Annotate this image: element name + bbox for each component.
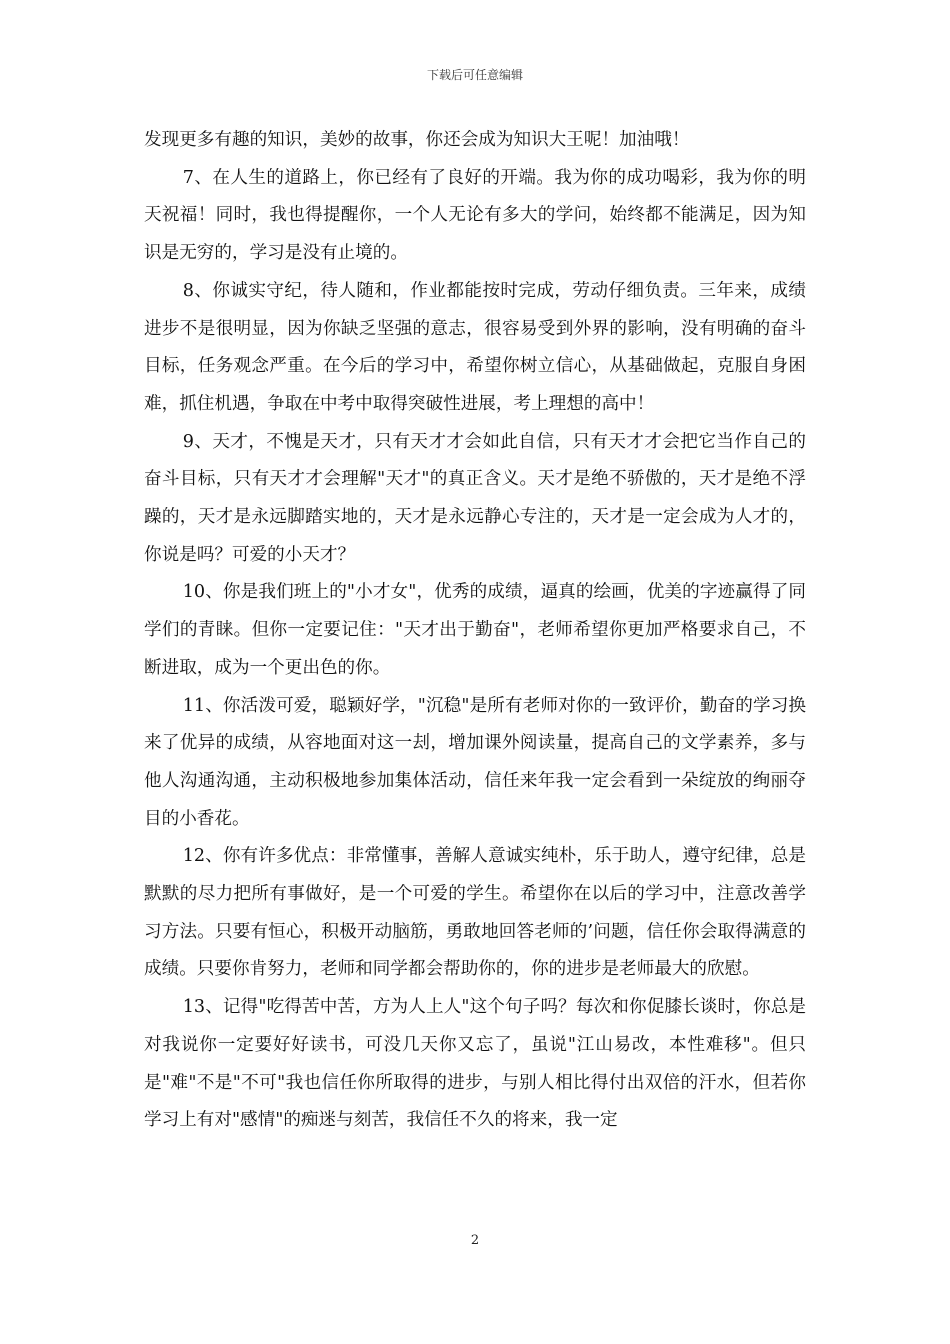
paragraph-11: 11、你活泼可爱，聪颖好学，"沉稳"是所有老师对你的一致评价，勤奋的学习换来了优异的成绩，从容地面对这一刦，增加课外阅读量，提高自己的文学素养，多与他人沟通沟通，主动积极地参加集体活动，信任来年我一定会看到一朵绽放的绚丽夺目的小香花。 xyxy=(144,695,806,829)
document-body xyxy=(144,122,806,1140)
paragraph-12: 12、你有许多优点：非常懂事，善解人意诚实纯朴，乐于助人，遵守纪律，总是默默的尽力把所有事做好，是一个可爱的学生。希望你在以后的学习中，注意改善学习方法。只要有恒心，积极开动脑筋，勇敢地回答老师的’问题，信任你会取得满意的成绩。只要你肯努力，老师和同学都会帮助你的，你的进步是老师最大的欣慰。 xyxy=(144,846,806,980)
paragraph-continued: 发现更多有趣的知识，美妙的故事，你还会成为知识大王呢！加油哦！ xyxy=(144,130,690,150)
page-number: 2 xyxy=(470,1233,480,1248)
page-header: 下载后可任意编辑 xyxy=(426,68,523,82)
paragraph-8: 8、你诚实守纪，待人随和，作业都能按时完成，劳动仔细负责。三年来，成绩进步不是很明显，因为你缺乏坚强的意志，很容易受到外界的影响，没有明确的奋斗目标，任务观念严重。在今后的学习中，希望你树立信心，从基础做起，克服自身困难，抓住机遇，争取在中考中取得突破性进展，考上理想的高中！ xyxy=(144,280,806,414)
paragraph-10: 10、你是我们班上的"小才女"，优秀的成绩，逼真的绘画，优美的字迹赢得了同学们的青睐。但你一定要记住："天才出于勤奋"，老师希望你更加严格要求自己，不断进取，成为一个更出色的你。 xyxy=(144,582,806,678)
paragraph-9: 9、天才，不愧是天才，只有天才才会如此自信，只有天才才会把它当作自己的奋斗目标，只有天才才会理解"天才"的真正含义。天才是绝不骄傲的，天才是绝不浮躁的，天才是永远脚踏实地的，天才是永远静心专注的，天才是一定会成为人才的，你说是吗？可爱的小天才？ xyxy=(144,431,806,565)
paragraph-7: 7、在人生的道路上，你已经有了良好的开端。我为你的成功喝彩，我为你的明天祝福！同时，我也得提醒你，一个人无论有多大的学问，始终都不能满足，因为知识是无穷的，学习是没有止境的。 xyxy=(144,167,806,264)
paragraph-13: 13、记得"吃得苦中苦，方为人上人"这个句子吗？每次和你促膝长谈时，你总是对我说你一定要好好读书，可没几天你又忘了，虽说"江山易改，本性难移"。但只是"难"不是"不可"我也信任你所取得的进步，与别人相比得付出双倍的汗水，但若你学习上有对"感情"的痴迷与刻苦，我信任不久的将来，我一定 xyxy=(144,997,806,1131)
